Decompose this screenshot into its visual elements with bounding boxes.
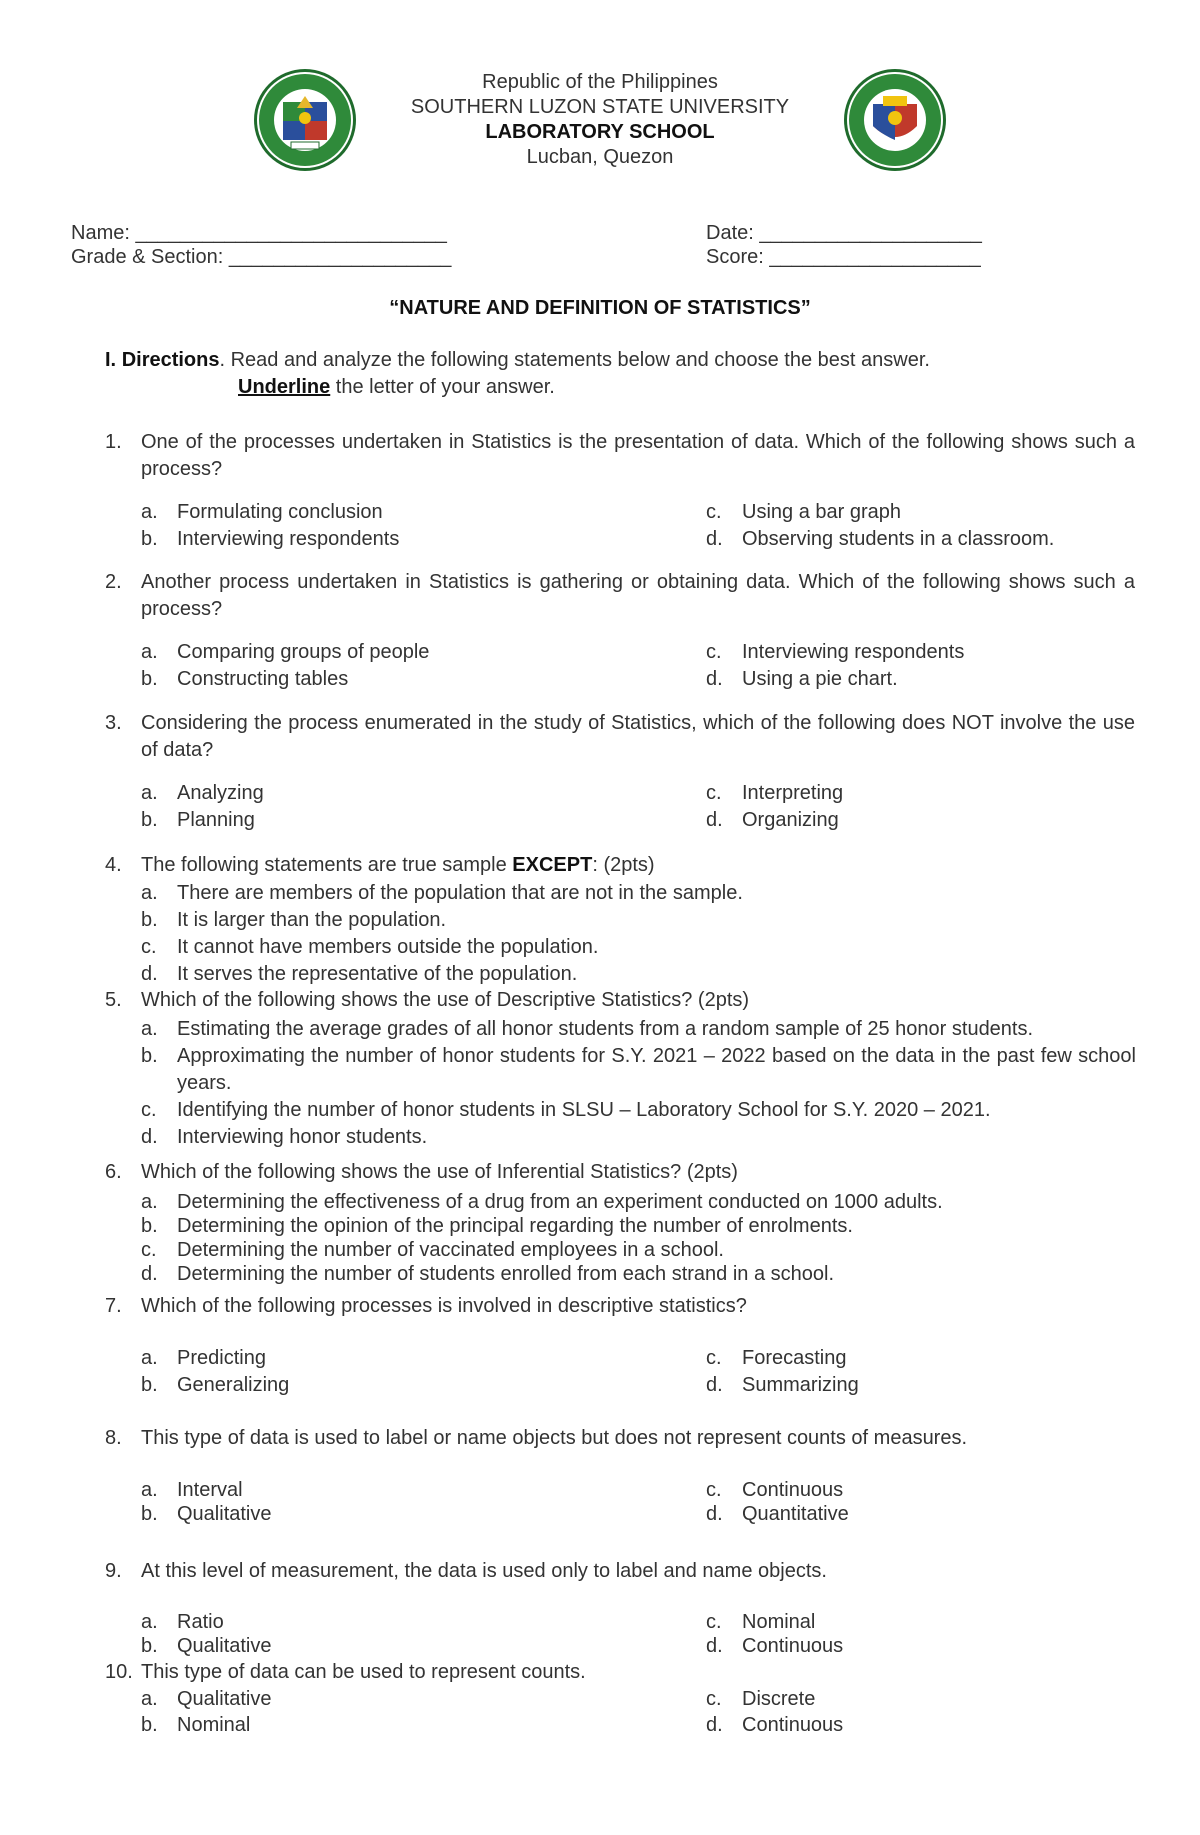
option-b[interactable]: b. Planning bbox=[141, 809, 255, 831]
question-5-options bbox=[141, 1016, 1136, 1151]
option-d[interactable]: d. Using a pie chart. bbox=[706, 668, 898, 690]
question-7 bbox=[105, 1293, 1135, 1320]
question-number: 9. bbox=[105, 1560, 122, 1582]
header-location: Lucban, Quezon bbox=[526, 146, 674, 168]
question-stem: Which of the following processes is involved in descriptive statistics? bbox=[141, 1295, 747, 1317]
question-9-options-right bbox=[706, 1610, 843, 1658]
directions-roman: I. bbox=[105, 349, 117, 371]
directions-text: . Read and analyze the following statements below and choose the best answer. bbox=[219, 349, 930, 371]
option-b[interactable]: b. Approximating the number of honor students for S.Y. 2021 – 2022 based on the data in the past few school years. bbox=[141, 1045, 1136, 1094]
option-d[interactable]: d. Quantitative bbox=[706, 1503, 849, 1525]
question-stem: This type of data is used to label or name objects but does not represent counts of measures. bbox=[141, 1427, 968, 1449]
option-d[interactable]: d. Interviewing honor students. bbox=[141, 1126, 428, 1148]
option-d[interactable]: d. Summarizing bbox=[706, 1374, 859, 1396]
directions-text-2: the letter of your answer. bbox=[330, 376, 555, 398]
option-d[interactable]: d. Continuous bbox=[706, 1635, 844, 1657]
option-c[interactable]: c. Identifying the number of honor students in SLSU – Laboratory School for S.Y. 2020 – 2021. bbox=[141, 1099, 991, 1121]
grade-section-field[interactable]: Grade & Section: ____________________ bbox=[71, 246, 452, 268]
question-4-options bbox=[141, 880, 1136, 988]
question-stem: Which of the following shows the use of Descriptive Statistics? (2pts) bbox=[141, 989, 750, 1011]
option-d[interactable]: d. Determining the number of students enrolled from each strand in a school. bbox=[141, 1263, 835, 1285]
question-stem: Considering the process enumerated in the study of Statistics, which of the following does NOT involve the use of data? bbox=[141, 712, 1135, 761]
question-3 bbox=[105, 710, 1135, 764]
option-b[interactable]: b. Determining the opinion of the principal regarding the number of enrolments. bbox=[141, 1215, 853, 1237]
option-d[interactable]: d. Continuous bbox=[706, 1714, 844, 1736]
question-number: 7. bbox=[105, 1295, 122, 1317]
directions-label: Directions bbox=[121, 349, 220, 371]
question-10-options-right bbox=[706, 1686, 843, 1738]
question-8-options-right bbox=[706, 1478, 849, 1526]
question-7-options-right bbox=[706, 1345, 859, 1399]
question-stem: This type of data can be used to represent counts. bbox=[141, 1661, 586, 1683]
question-2-options-right bbox=[706, 639, 964, 693]
header-school: LABORATORY SCHOOL bbox=[485, 121, 715, 143]
option-a[interactable]: a. Interval bbox=[141, 1479, 243, 1501]
question-5 bbox=[105, 987, 1135, 1014]
option-b[interactable]: b. Qualitative bbox=[141, 1635, 272, 1657]
question-number: 3. bbox=[105, 712, 122, 734]
option-c[interactable]: c. Discrete bbox=[706, 1688, 816, 1710]
option-a[interactable]: a. Qualitative bbox=[141, 1688, 272, 1710]
question-3-options-left bbox=[141, 780, 264, 834]
option-b[interactable]: b. Generalizing bbox=[141, 1374, 290, 1396]
date-field[interactable]: Date: ____________________ bbox=[706, 222, 982, 244]
question-number: 5. bbox=[105, 989, 122, 1011]
option-b[interactable]: b. Nominal bbox=[141, 1714, 251, 1736]
question-8 bbox=[105, 1425, 1135, 1452]
question-number: 10. bbox=[105, 1661, 133, 1683]
option-a[interactable]: a. Determining the effectiveness of a drug from an experiment conducted on 1000 adults. bbox=[141, 1191, 943, 1213]
option-c[interactable]: c. Using a bar graph bbox=[706, 501, 901, 523]
question-stem: Which of the following shows the use of Inferential Statistics? (2pts) bbox=[141, 1161, 738, 1183]
option-c[interactable]: c. Continuous bbox=[706, 1479, 844, 1501]
question-6 bbox=[105, 1159, 1135, 1186]
question-7-options-left bbox=[141, 1345, 289, 1399]
question-stem: Another process undertaken in Statistics is gathering or obtaining data. Which of the following shows such a process? bbox=[141, 571, 1135, 620]
directions bbox=[105, 347, 930, 401]
option-c[interactable]: c. Interpreting bbox=[706, 782, 844, 804]
option-c[interactable]: c. Determining the number of vaccinated employees in a school. bbox=[141, 1239, 724, 1261]
option-d[interactable]: d. Organizing bbox=[706, 809, 839, 831]
page-title: “NATURE AND DEFINITION OF STATISTICS” bbox=[389, 297, 811, 319]
question-9 bbox=[105, 1558, 1135, 1585]
option-b[interactable]: b. It is larger than the population. bbox=[141, 909, 447, 931]
option-a[interactable]: a. Predicting bbox=[141, 1347, 266, 1369]
question-3-options-right bbox=[706, 780, 843, 834]
question-10-options-left bbox=[141, 1686, 272, 1738]
option-a[interactable]: a. Ratio bbox=[141, 1611, 224, 1633]
question-1 bbox=[105, 429, 1135, 483]
school-header bbox=[0, 70, 1200, 170]
option-a[interactable]: a. There are members of the population that are not in the sample. bbox=[141, 882, 743, 904]
question-number: 8. bbox=[105, 1427, 122, 1449]
question-number: 1. bbox=[105, 431, 122, 453]
option-c[interactable]: c. Forecasting bbox=[706, 1347, 847, 1369]
question-10 bbox=[105, 1659, 1135, 1686]
option-a[interactable]: a. Estimating the average grades of all honor students from a random sample of 25 honor students. bbox=[141, 1018, 1034, 1040]
question-2-options-left bbox=[141, 639, 429, 693]
option-a[interactable]: a. Formulating conclusion bbox=[141, 501, 383, 523]
directions-underline-word: Underline bbox=[238, 376, 331, 398]
stem-emphasis: EXCEPT bbox=[512, 854, 593, 876]
question-6-options bbox=[141, 1190, 1136, 1286]
question-stem: One of the processes undertaken in Statistics is the presentation of data. Which of the following shows such a process? bbox=[141, 431, 1135, 480]
question-number: 6. bbox=[105, 1161, 122, 1183]
question-1-options-left bbox=[141, 499, 399, 553]
option-a[interactable]: a. Comparing groups of people bbox=[141, 641, 430, 663]
option-c[interactable]: c. Interviewing respondents bbox=[706, 641, 965, 663]
question-8-options-left bbox=[141, 1478, 272, 1526]
question-stem: At this level of measurement, the data is used only to label and name objects. bbox=[141, 1560, 827, 1582]
header-republic: Republic of the Philippines bbox=[482, 71, 718, 93]
question-number: 2. bbox=[105, 571, 122, 593]
name-field[interactable]: Name: ____________________________ bbox=[71, 222, 447, 244]
option-b[interactable]: b. Constructing tables bbox=[141, 668, 349, 690]
header-university: SOUTHERN LUZON STATE UNIVERSITY bbox=[410, 96, 790, 118]
question-9-options-left bbox=[141, 1610, 272, 1658]
option-a[interactable]: a. Analyzing bbox=[141, 782, 264, 804]
score-field[interactable]: Score: ___________________ bbox=[706, 246, 981, 268]
option-b[interactable]: b. Qualitative bbox=[141, 1503, 272, 1525]
option-d[interactable]: d. It serves the representative of the population. bbox=[141, 963, 578, 985]
question-2 bbox=[105, 569, 1135, 623]
option-b[interactable]: b. Interviewing respondents bbox=[141, 528, 400, 550]
option-c[interactable]: c. It cannot have members outside the population. bbox=[141, 936, 599, 958]
option-d[interactable]: d. Observing students in a classroom. bbox=[706, 528, 1055, 550]
question-1-options-right bbox=[706, 499, 1054, 553]
option-c[interactable]: c. Nominal bbox=[706, 1611, 816, 1633]
question-stem: The following statements are true sample EXCEPT: (2pts) bbox=[141, 854, 655, 876]
question-number: 4. bbox=[105, 854, 122, 876]
question-4 bbox=[105, 852, 1135, 879]
